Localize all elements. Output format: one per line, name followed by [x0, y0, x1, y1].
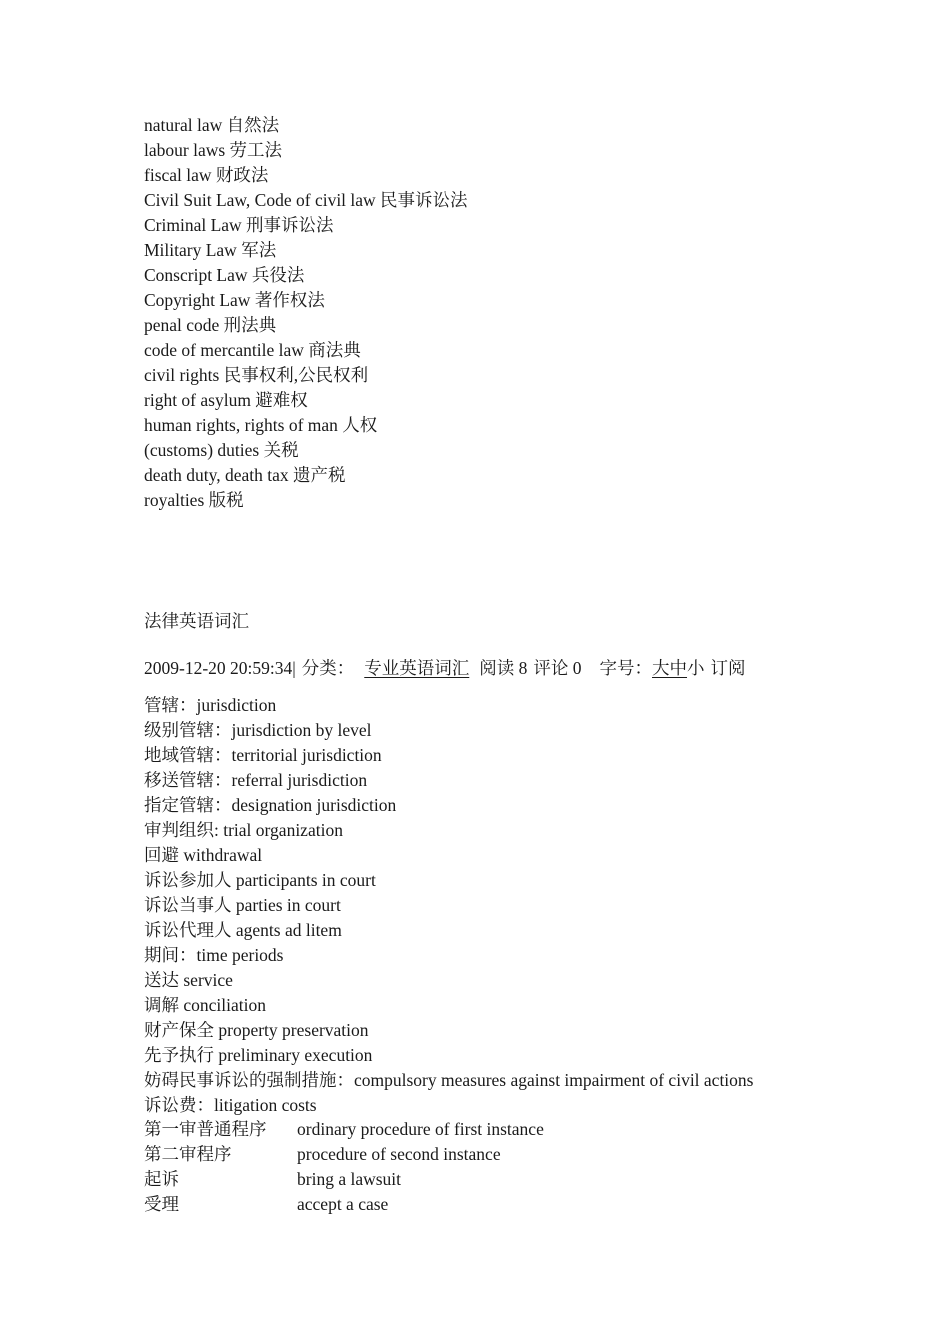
vocab-line: 诉讼代理人 agents ad litem — [144, 920, 342, 940]
term-line: fiscal law 财政法 — [144, 165, 269, 185]
term-line: Copyright Law 著作权法 — [144, 290, 325, 310]
term-line: labour laws 劳工法 — [144, 140, 283, 160]
procedure-en: accept a case — [297, 1194, 389, 1214]
term-line: death duty, death tax 遗产税 — [144, 465, 346, 485]
procedure-en: bring a lawsuit — [297, 1169, 402, 1189]
vocab-line: 诉讼费：litigation costs — [144, 1095, 317, 1115]
term-line: Military Law 军法 — [144, 240, 277, 260]
term-line: Criminal Law 刑事诉讼法 — [144, 215, 334, 235]
procedure-en: ordinary procedure of first instance — [297, 1119, 544, 1139]
procedure-zh: 受理 — [144, 1194, 179, 1214]
vocab-line: 诉讼参加人 participants in court — [144, 870, 376, 890]
term-line: human rights, rights of man 人权 — [144, 415, 378, 435]
vocab-line: 送达 service — [144, 970, 233, 990]
procedure-zh: 第二审程序 — [144, 1144, 232, 1164]
procedure-row — [144, 1192, 544, 1217]
term-line: right of asylum 避难权 — [144, 390, 308, 410]
category-link[interactable]: 专业英语词汇 — [364, 658, 470, 678]
vocab-line: 诉讼当事人 parties in court — [144, 895, 341, 915]
vocab-line: 地域管辖：territorial jurisdiction — [144, 745, 382, 765]
term-line: code of mercantile law 商法典 — [144, 340, 361, 360]
vocab-line: 级别管辖：jurisdiction by level — [144, 720, 372, 740]
category-label: 分类： — [301, 658, 355, 678]
procedure-row — [144, 1167, 544, 1192]
term-line: civil rights 民事权利,公民权利 — [144, 365, 369, 385]
font-size-label: 字号： — [599, 658, 653, 678]
term-line: penal code 刑法典 — [144, 315, 277, 335]
vocab-line: 移送管辖：referral jurisdiction — [144, 770, 368, 790]
procedure-row — [144, 1117, 544, 1142]
vocab-line: 审判组织: trial organization — [144, 820, 343, 840]
term-line: (customs) duties 关税 — [144, 440, 299, 460]
procedure-terms-table — [144, 1117, 544, 1217]
vocab-line: 妨碍民事诉讼的强制措施：compulsory measures against impairment of civil actions — [144, 1070, 754, 1090]
vocab-line: 回避 withdrawal — [144, 845, 263, 865]
read-count: 阅读 8 — [479, 658, 528, 678]
comment-count[interactable]: 评论 0 — [533, 658, 582, 678]
term-line: natural law 自然法 — [144, 115, 280, 135]
term-line: Civil Suit Law, Code of civil law 民事诉讼法 — [144, 190, 468, 210]
vocab-line: 财产保全 property preservation — [144, 1020, 369, 1040]
procedure-zh: 起诉 — [144, 1169, 179, 1189]
article-title: 法律英语词汇 — [144, 611, 249, 631]
font-size-large-link[interactable]: 大中 — [652, 658, 688, 678]
term-line: royalties 版税 — [144, 490, 244, 510]
subscribe-link[interactable]: 订阅 — [710, 658, 746, 678]
vocab-line: 期间：time periods — [144, 945, 284, 965]
vocab-line: 先予执行 preliminary execution — [144, 1045, 373, 1065]
vocab-line: 管辖：jurisdiction — [144, 695, 277, 715]
term-line: Conscript Law 兵役法 — [144, 265, 305, 285]
procedure-row — [144, 1142, 544, 1167]
vocab-line: 调解 conciliation — [144, 995, 266, 1015]
article-meta — [144, 656, 746, 681]
post-datetime: 2009-12-20 20:59:34| — [144, 658, 296, 678]
procedure-en: procedure of second instance — [297, 1144, 501, 1164]
vocabulary-list — [144, 693, 753, 1118]
vocab-line: 指定管辖：designation jurisdiction — [144, 795, 397, 815]
font-size-small-link[interactable]: 小 — [687, 658, 705, 678]
law-terms-list — [144, 113, 468, 513]
procedure-zh: 第一审普通程序 — [144, 1119, 267, 1139]
